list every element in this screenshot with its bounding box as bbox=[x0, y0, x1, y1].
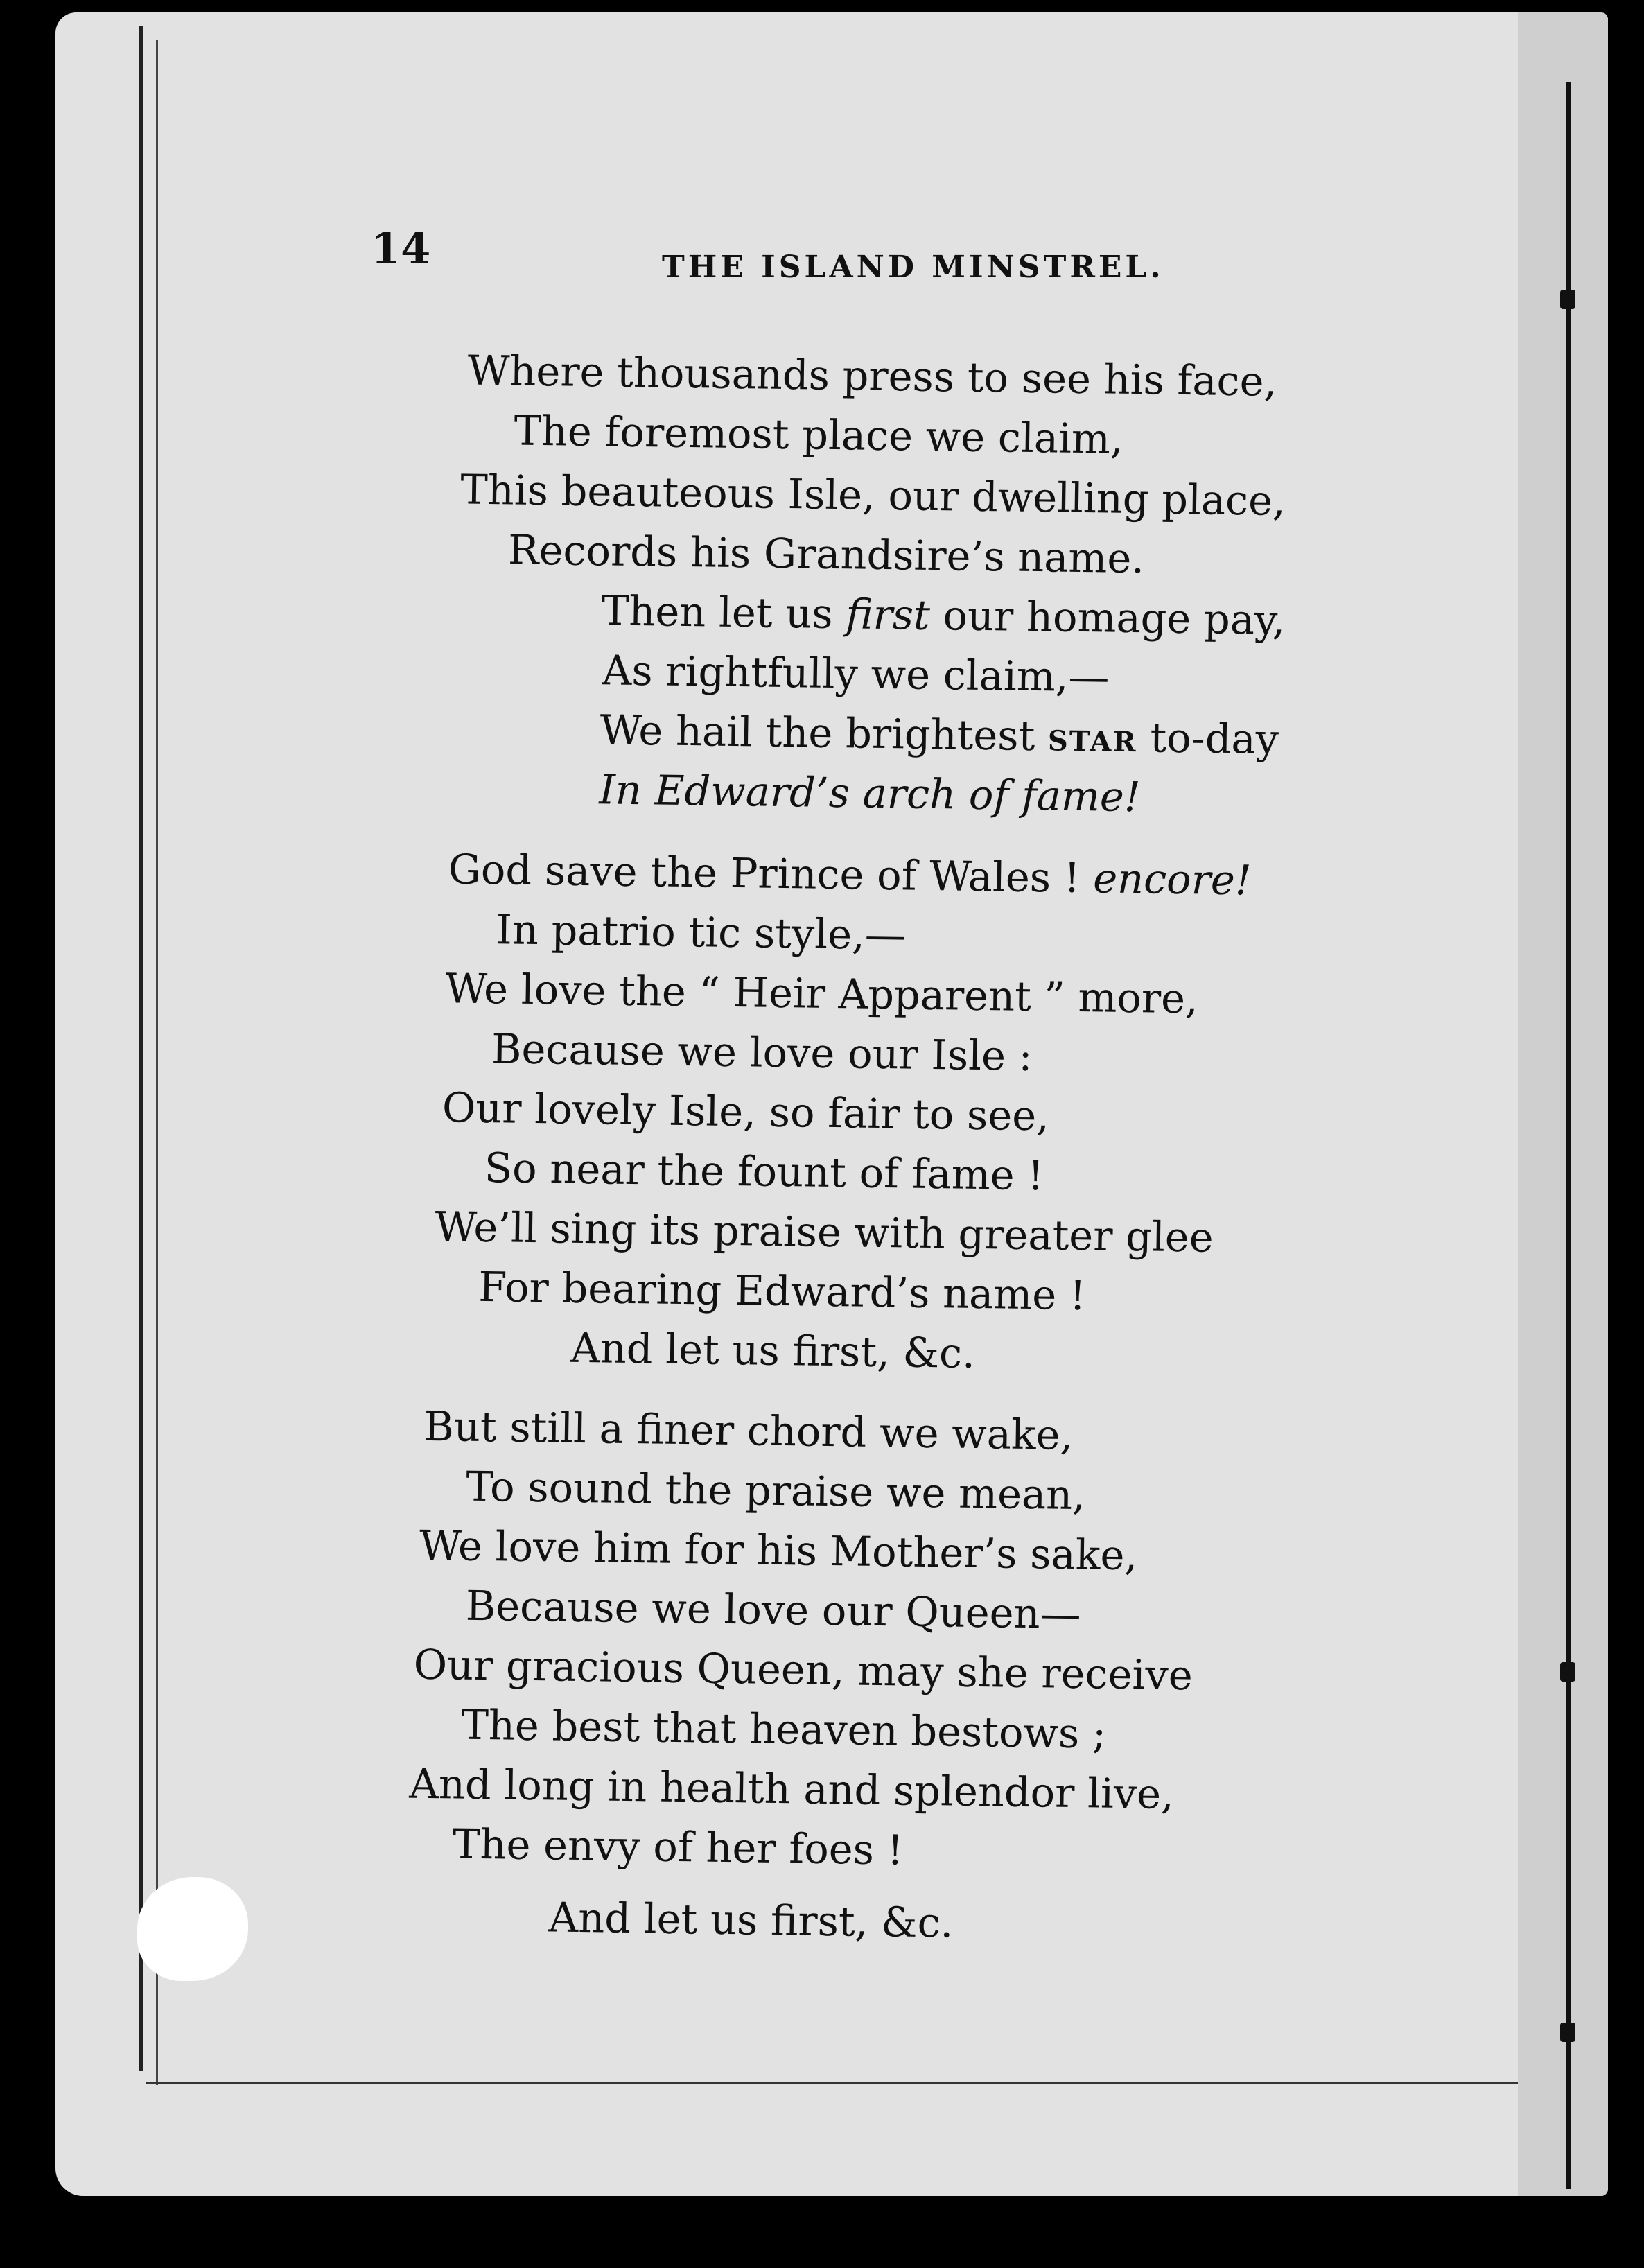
text-run: God save the Prince of Wales ! bbox=[448, 845, 1094, 902]
chorus-line bbox=[600, 706, 1279, 763]
verse-line: This beauteous Isle, our dwelling place, bbox=[460, 465, 1286, 525]
chorus-line: In Edward’s arch of fame! bbox=[598, 765, 1142, 821]
verse-line: Because we love our Queen— bbox=[465, 1581, 1082, 1639]
verse-line: Where thousands press to see his face, bbox=[467, 346, 1277, 405]
verse-line: To sound the praise we mean, bbox=[465, 1462, 1086, 1519]
verse-line: We love the “ Heir Apparent ” more, bbox=[444, 964, 1199, 1023]
page-number: 14 bbox=[371, 223, 431, 274]
verse-line: In patrio tic style,— bbox=[496, 905, 907, 959]
chorus-line bbox=[601, 586, 1286, 645]
refrain-line: And let us first, &c. bbox=[570, 1323, 976, 1377]
verse-line: The foremost place we claim, bbox=[514, 406, 1124, 463]
verse-line: Our gracious Queen, may she receive bbox=[413, 1640, 1193, 1700]
text-run: We hail the brightest bbox=[600, 706, 1049, 760]
verse-line: So near the fount of fame ! bbox=[484, 1144, 1044, 1200]
verse-line: We’ll sing its praise with greater glee bbox=[435, 1203, 1214, 1262]
verse-line: But still a finer chord we wake, bbox=[423, 1402, 1074, 1459]
italic-run: encore! bbox=[1092, 854, 1252, 905]
verse-line: Records his Grandsire’s name. bbox=[507, 525, 1145, 583]
verse-line: The envy of her foes ! bbox=[452, 1820, 904, 1874]
verse-line: The best that heaven bestows ; bbox=[461, 1700, 1107, 1758]
small-caps-run: STAR bbox=[1047, 724, 1138, 759]
verse-line: Our lovely Isle, so fair to see, bbox=[441, 1083, 1050, 1140]
italic-run: first bbox=[845, 590, 931, 639]
verse-line: Because we love our Isle : bbox=[491, 1024, 1033, 1081]
refrain-line: And let us first, &c. bbox=[548, 1893, 954, 1947]
running-title: THE ISLAND MINSTREL. bbox=[662, 250, 1164, 285]
verse-line: And long in health and splendor live, bbox=[408, 1759, 1175, 1818]
text-run: Then let us bbox=[601, 586, 846, 638]
verse-line bbox=[448, 845, 1252, 905]
verse-line: We love him for his Mother’s sake, bbox=[419, 1521, 1138, 1580]
verse-line: For bearing Edward’s name ! bbox=[478, 1262, 1087, 1320]
text-run: to-day bbox=[1137, 713, 1279, 763]
chorus-line: As rightfully we claim,— bbox=[602, 646, 1110, 701]
text-run: our homage pay, bbox=[929, 591, 1286, 645]
